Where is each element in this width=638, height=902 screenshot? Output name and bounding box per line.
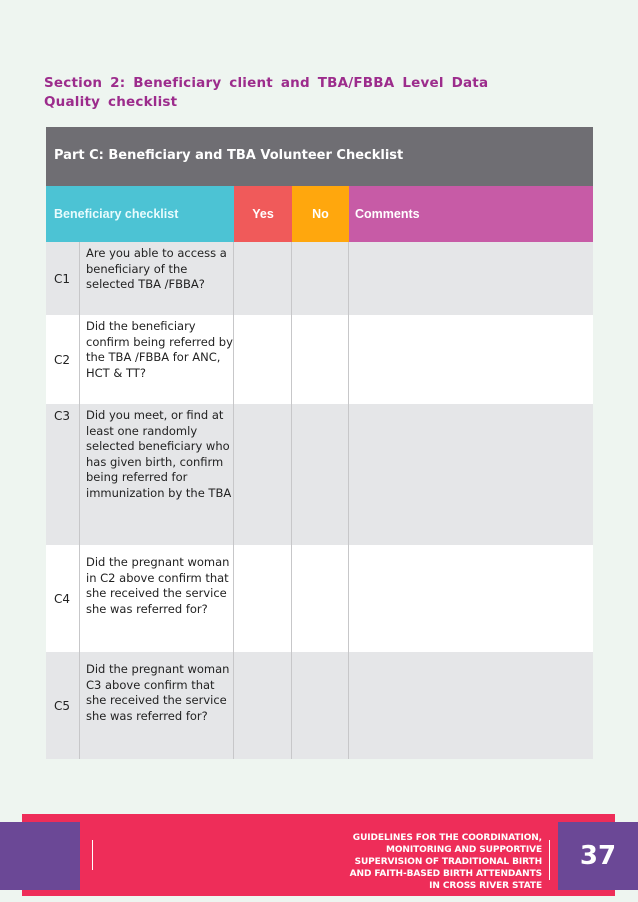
header-yes: Yes <box>234 186 292 242</box>
checklist-table <box>46 127 593 759</box>
row-question: Did you meet, or find at least one randomly selected beneficiary who has given birth, confirm being referred for immunization by the TBA <box>80 404 234 545</box>
no-cell[interactable] <box>292 242 349 315</box>
row-question: Did the beneficiary confirm being referred by the TBA /FBBA for ANC, HCT & TT? <box>80 315 234 404</box>
no-cell[interactable] <box>292 545 349 652</box>
yes-cell[interactable] <box>234 242 292 315</box>
comments-cell[interactable] <box>349 315 593 404</box>
yes-cell[interactable] <box>234 315 292 404</box>
header-beneficiary-checklist: Beneficiary checklist <box>46 186 234 242</box>
page-number: 37 <box>558 822 638 890</box>
header-no: No <box>292 186 349 242</box>
table-row <box>46 404 593 545</box>
yes-cell[interactable] <box>234 652 292 759</box>
no-cell[interactable] <box>292 652 349 759</box>
footer-left-block <box>0 822 80 890</box>
row-question: Did the pregnant woman in C2 above confirm that she received the service she was referred for? <box>80 545 234 652</box>
part-c-title: Part C: Beneficiary and TBA Volunteer Checklist <box>46 127 593 186</box>
comments-cell[interactable] <box>349 545 593 652</box>
yes-cell[interactable] <box>234 545 292 652</box>
row-question: Did the pregnant woman C3 above confirm that she received the service she was referred for? <box>80 652 234 759</box>
table-row <box>46 315 593 404</box>
row-code: C4 <box>46 545 80 652</box>
comments-cell[interactable] <box>349 652 593 759</box>
yes-cell[interactable] <box>234 404 292 545</box>
table-row <box>46 545 593 652</box>
comments-cell[interactable] <box>349 242 593 315</box>
footer-divider-left <box>92 840 93 870</box>
row-code: C1 <box>46 242 80 315</box>
row-code: C5 <box>46 652 80 759</box>
no-cell[interactable] <box>292 315 349 404</box>
footer-divider-right <box>549 840 550 880</box>
table-row <box>46 242 593 315</box>
table-header-row <box>46 186 593 242</box>
row-code: C2 <box>46 315 80 404</box>
row-question: Are you able to access a beneficiary of the selected TBA /FBBA? <box>80 242 234 315</box>
footer-guideline-title: GUIDELINES FOR THE COORDINATION, MONITORING AND SUPPORTIVE SUPERVISION OF TRADITIONAL BIRTH AND FAITH-BASED BIRTH ATTENDANTS IN CROSS RIVER STATE <box>349 833 542 891</box>
comments-cell[interactable] <box>349 404 593 545</box>
header-comments: Comments <box>349 186 593 242</box>
no-cell[interactable] <box>292 404 349 545</box>
table-row <box>46 652 593 759</box>
section-title: Section 2: Beneficiary client and TBA/FBBA Level Data Quality checklist <box>44 75 489 110</box>
row-code: C3 <box>46 404 80 545</box>
